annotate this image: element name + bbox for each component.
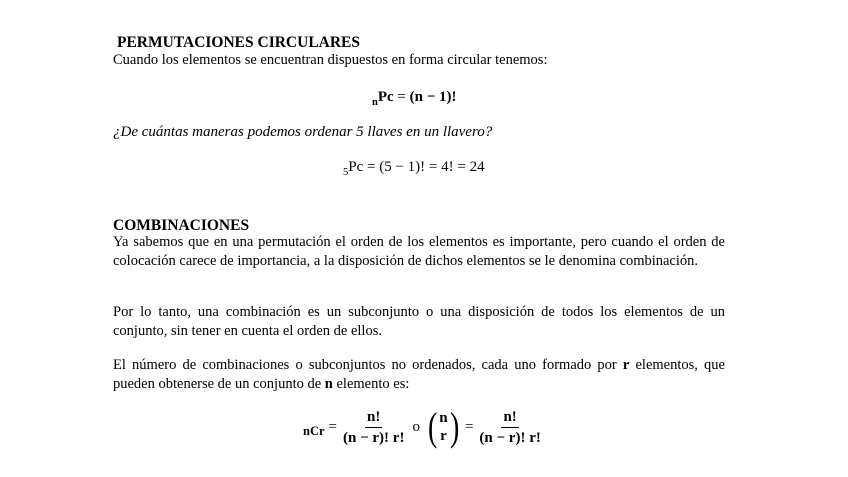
combination-eq2: = <box>464 418 474 435</box>
binomial-stack <box>439 409 447 445</box>
combinaciones-paragraph-1: Ya sabemos que en una permutación el orden de los elementos es importante, pero cuando el orden de colocación carece de importancia, a la disposición de dichos elementos se le denomina combinación. <box>113 234 725 269</box>
section-heading-permutaciones: PERMUTACIONES CIRCULARES <box>117 34 361 51</box>
combination-lhs: nCr <box>303 423 325 438</box>
binomial-coefficient <box>426 404 461 449</box>
fraction-2-numerator: n! <box>501 409 518 428</box>
section1-intro: Cuando los elementos se encuentran dispuestos en forma circular tenemos: <box>113 52 548 68</box>
combination-eq1: = <box>328 418 337 435</box>
para3-r: r <box>622 357 630 373</box>
fraction-1-numerator: n! <box>365 409 382 428</box>
binomial-top: n <box>439 410 448 426</box>
combinaciones-paragraph-3 <box>113 356 725 393</box>
example-lhs: Pc <box>348 159 364 175</box>
fraction-2-denominator: (n − r)! r! <box>479 429 541 446</box>
para3-part-c: elemento es: <box>332 375 410 392</box>
formula-subscript: n <box>372 97 378 108</box>
binomial-bottom: r <box>440 428 447 444</box>
combination-formula <box>303 404 543 449</box>
fraction-1-denominator: (n − r)! r! <box>343 429 405 446</box>
formula-eq: = <box>397 89 406 105</box>
example-question: ¿De cuántas maneras podemos ordenar 5 llaves en un llavero? <box>113 124 493 140</box>
example-formula <box>343 159 485 176</box>
para3-n: n <box>324 375 333 392</box>
example-rhs: = (5 − 1)! = 4! = 24 <box>367 159 485 175</box>
para3-part-b: elementos, que pueden obtenerse de un conjunto de <box>113 357 725 392</box>
section-heading-combinaciones: COMBINACIONES <box>113 217 250 234</box>
fraction-2 <box>477 409 542 446</box>
para3-part-a: El número de combinaciones o subconjuntos no ordenados, cada uno formado por <box>113 357 623 373</box>
combinaciones-paragraph-2: Por lo tanto, una combinación es un subconjunto o una disposición de todos los elementos de un conjunto, sin tener en cuenta el orden de ellos. <box>113 304 725 339</box>
right-paren: ) <box>449 404 459 449</box>
left-paren: ( <box>427 404 438 449</box>
circular-permutation-formula <box>372 89 457 106</box>
or-word: o <box>412 418 420 435</box>
example-subscript: 5 <box>343 167 349 178</box>
formula-lhs: Pc <box>377 89 394 105</box>
formula-rhs: (n − 1)! <box>409 89 457 105</box>
fraction-1 <box>341 409 406 446</box>
